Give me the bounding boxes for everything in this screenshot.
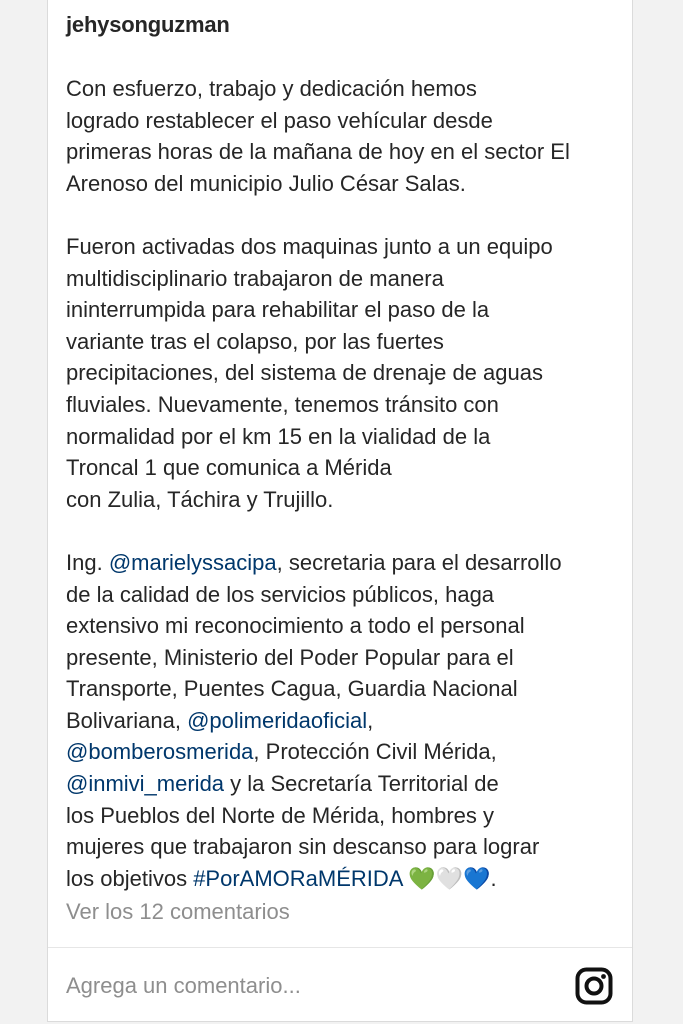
caption-paragraph-1 <box>66 73 626 199</box>
caption-line: Fueron activadas dos maquinas junto a un equipo <box>66 233 553 259</box>
caption-line: variante tras el colapso, por las fuertes <box>66 328 444 354</box>
caption-line: mujeres que trabajaron sin descanso para lograr <box>66 834 540 860</box>
caption-line: con Zulia, Táchira y Trujillo. <box>66 486 334 512</box>
caption-line: Transporte, Puentes Cagua, Guardia Nacional <box>66 676 518 702</box>
divider <box>48 947 632 948</box>
caption-text: . <box>490 865 497 891</box>
caption-line: Con esfuerzo, trabajo y dedicación hemos <box>66 76 477 101</box>
caption-line: extensivo mi reconocimiento a todo el personal <box>66 613 525 639</box>
hashtag-poramorameridaa[interactable]: #PorAMORaMÉRIDA <box>193 865 403 891</box>
caption-text: , <box>367 707 374 733</box>
instagram-icon[interactable] <box>575 967 613 1005</box>
caption-line: Troncal 1 que comunica a Mérida <box>66 455 392 481</box>
mention-inmivi-merida[interactable]: @inmivi_merida <box>66 771 225 797</box>
post-card <box>47 0 633 1022</box>
caption-line: primeras horas de la mañana de hoy en el sector El <box>66 139 570 165</box>
heart-emojis: 💚🤍💙 <box>402 865 491 891</box>
caption-line: Arenoso del municipio Julio César Salas. <box>66 170 466 196</box>
caption-line <box>66 863 626 895</box>
mention-bomberosmerida[interactable]: @bomberosmerida <box>66 739 254 765</box>
caption-line: fluviales. Nuevamente, tenemos tránsito con <box>66 391 499 417</box>
caption-text: los objetivos <box>66 865 194 891</box>
caption-line <box>66 768 626 800</box>
caption-line: de la calidad de los servicios públicos, haga <box>66 581 495 607</box>
caption-text: Ing. <box>66 549 109 575</box>
comment-input[interactable] <box>66 968 546 1004</box>
caption-line <box>66 736 626 768</box>
caption-line <box>66 705 626 737</box>
caption-line <box>66 547 626 579</box>
caption-paragraph-2 <box>66 231 626 515</box>
post-username[interactable]: jehysonguzman <box>66 12 230 37</box>
caption-line: presente, Ministerio del Poder Popular para el <box>66 644 514 670</box>
caption-line: multidisciplinario trabajaron de manera <box>66 265 444 291</box>
caption-text: , secretaria para el desarrollo <box>276 549 562 575</box>
caption-text: Bolivariana, <box>66 707 188 733</box>
mention-marielyssacipa[interactable]: @marielyssacipa <box>108 549 277 575</box>
mention-polimeridaoficial[interactable]: @polimeridaoficial <box>187 707 368 733</box>
caption-paragraph-3 <box>66 547 626 895</box>
post-caption <box>66 73 626 894</box>
caption-line: los Pueblos del Norte de Mérida, hombres y <box>66 802 494 828</box>
caption-line: precipitaciones, del sistema de drenaje de aguas <box>66 360 543 386</box>
caption-line: ininterrumpida para rehabilitar el paso de la <box>66 297 490 323</box>
view-comments-link[interactable]: Ver los 12 comentarios <box>66 899 290 924</box>
caption-text: y la Secretaría Territorial de <box>224 771 499 797</box>
caption-line: normalidad por el km 15 en la vialidad de la <box>66 423 491 449</box>
caption-text: , Protección Civil Mérida, <box>253 739 497 765</box>
caption-line: logrado restablecer el paso vehícular desde <box>66 107 493 133</box>
